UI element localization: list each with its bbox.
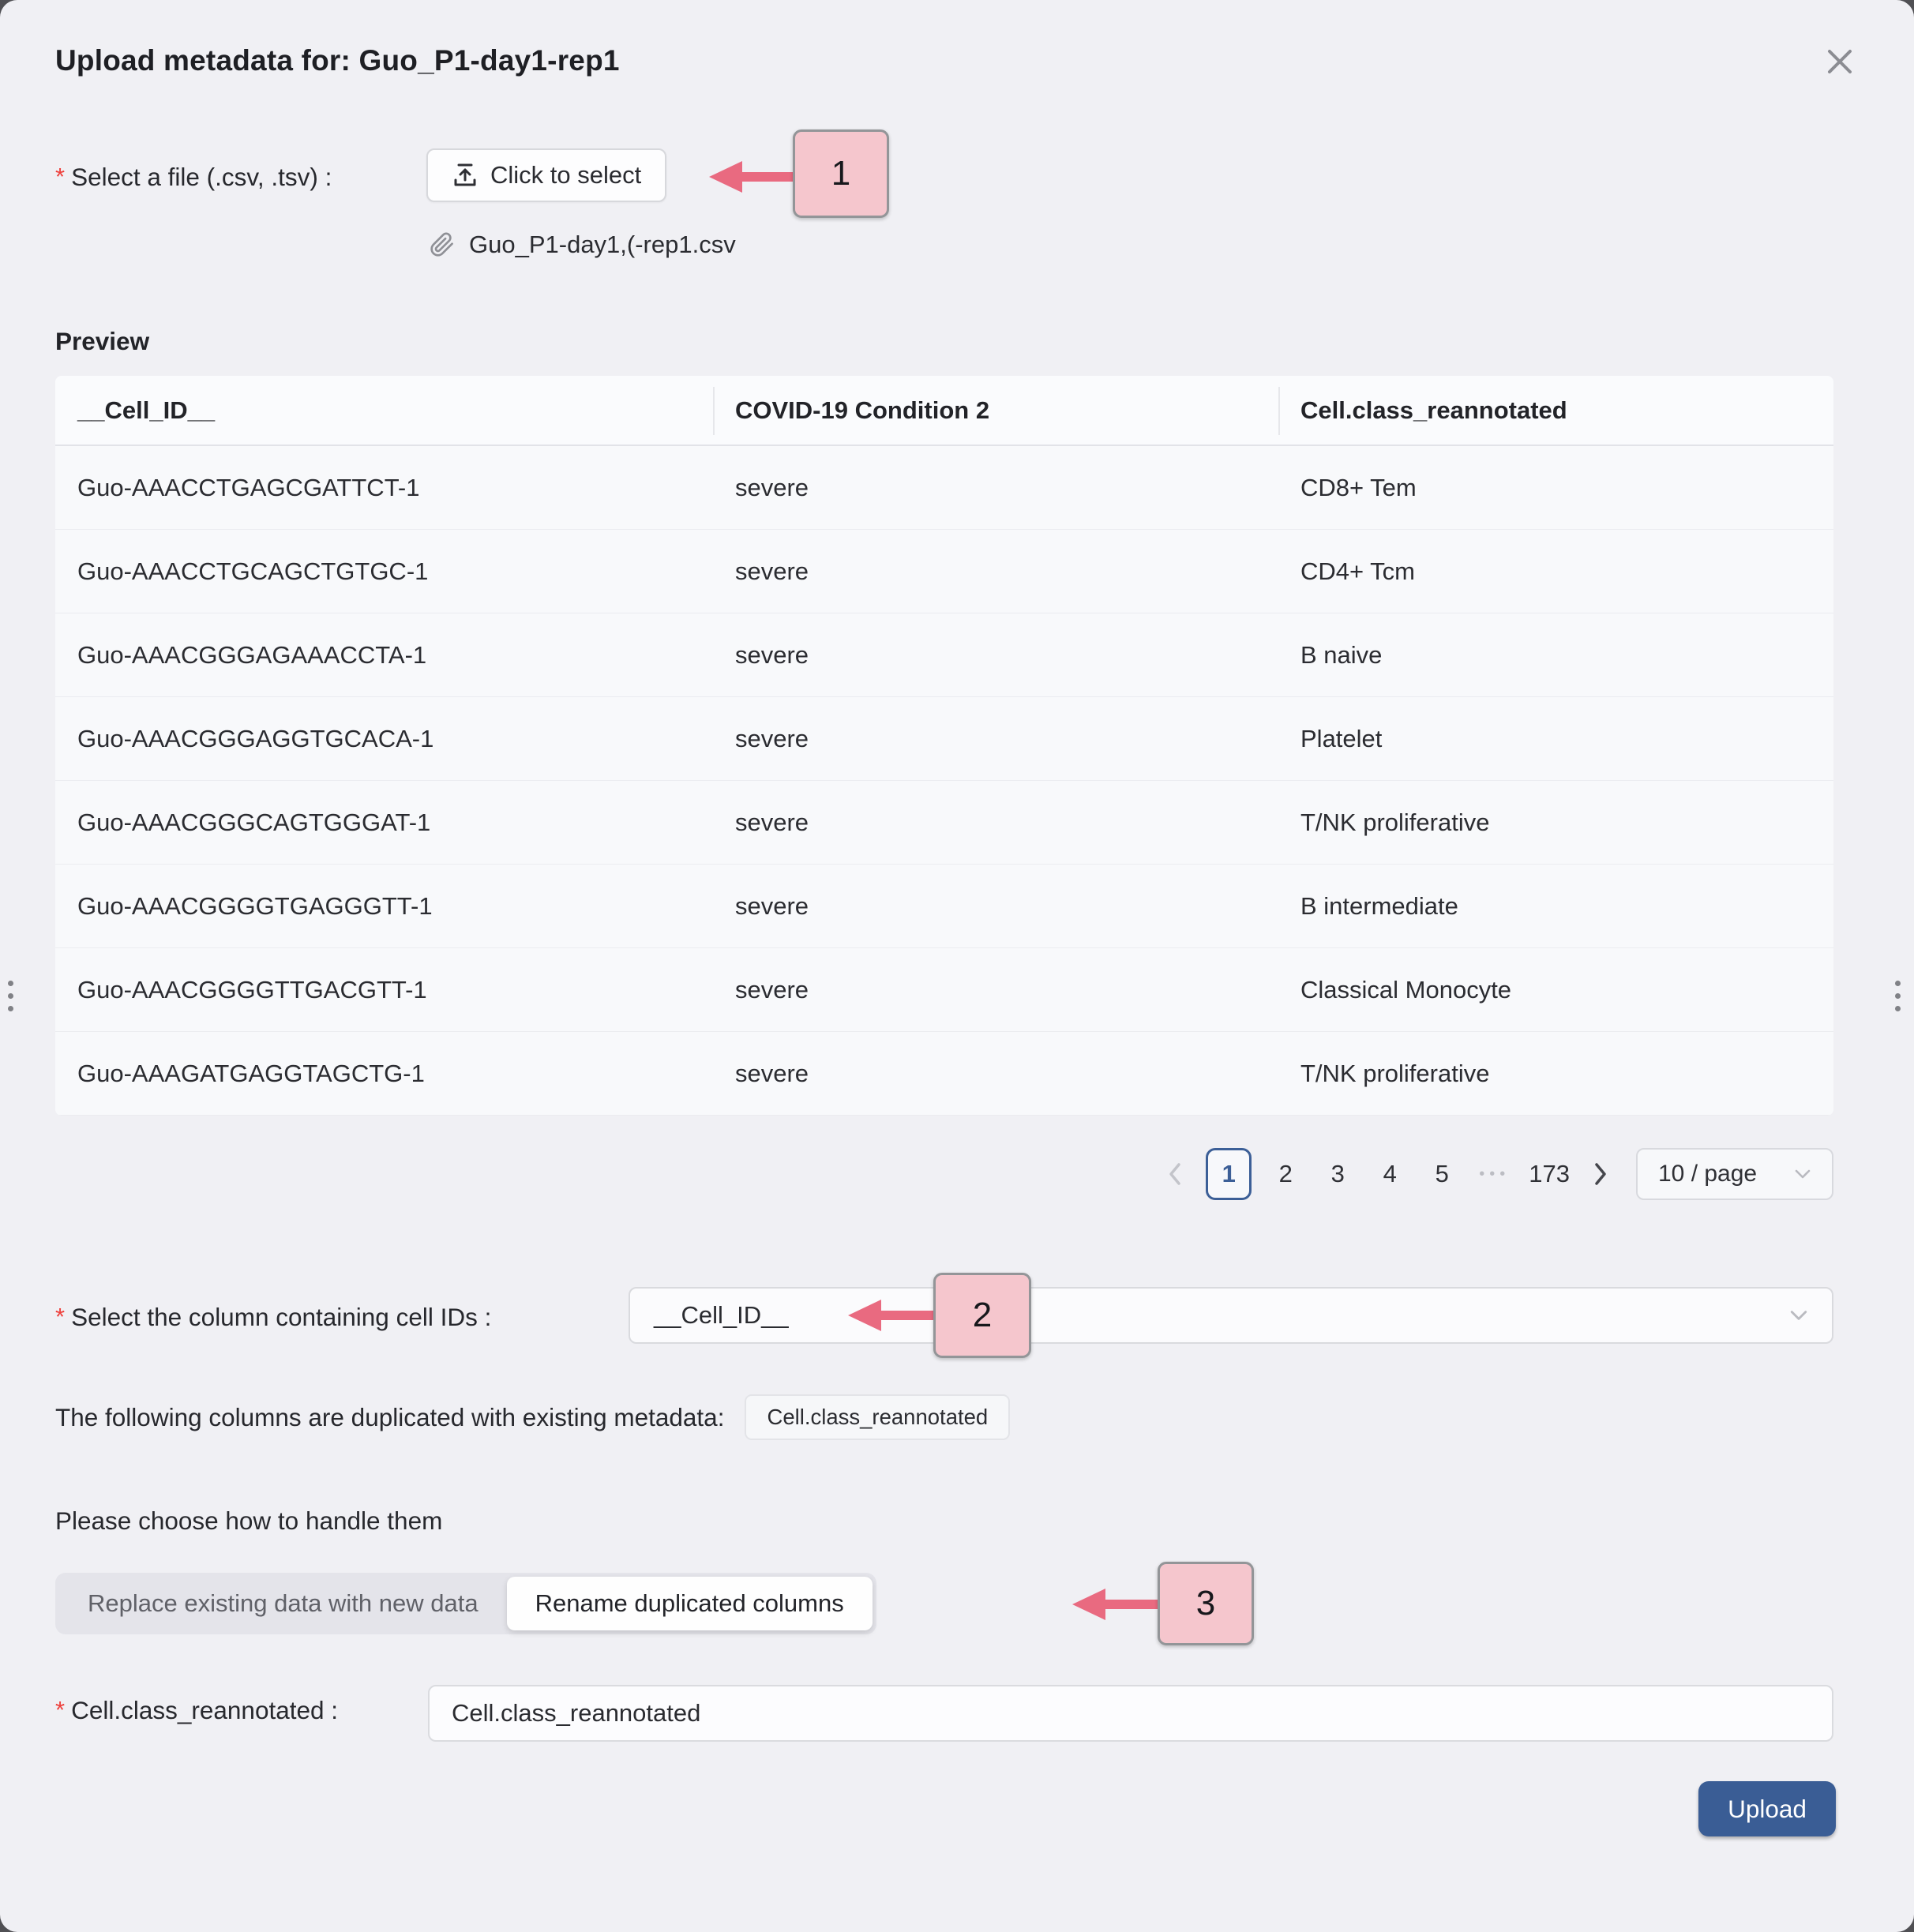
dialog-title: Upload metadata for: Guo_P1-day1-rep1: [55, 44, 620, 77]
table-row: Guo-AAAGATGAGGTAGCTG-1 severe T/NK proliferative: [55, 1032, 1833, 1116]
duplicate-notice-text: The following columns are duplicated with existing metadata:: [55, 1402, 725, 1431]
pagination: [1160, 1146, 1833, 1202]
page-button-3[interactable]: 3: [1330, 1160, 1345, 1187]
preview-heading: Preview: [55, 327, 150, 355]
annotation-badge-1: 1: [793, 129, 889, 218]
column-header-condition: COVID-19 Condition 2: [713, 376, 1278, 445]
cell-id-select-label: * Select the column containing cell IDs :: [55, 1302, 492, 1331]
page-size-value: 10 / page: [1658, 1161, 1758, 1187]
next-page-button[interactable]: [1586, 1148, 1616, 1200]
pagination-ellipsis[interactable]: •••: [1479, 1165, 1511, 1183]
right-drag-handle[interactable]: [1895, 981, 1901, 1011]
table-row: Guo-AAACGGGGTTGACGTT-1 severe Classical Monocyte: [55, 948, 1833, 1032]
previous-page-button[interactable]: [1160, 1148, 1190, 1200]
file-button-label: Click to select: [490, 161, 642, 189]
cell-id-select-value: __Cell_ID__: [654, 1301, 789, 1329]
table-row: Guo-AAACGGGAGAAACCTA-1 severe B naive: [55, 613, 1833, 697]
annotation-arrow-1: [707, 156, 799, 197]
duplicate-handling-segmented-control: [55, 1573, 876, 1634]
page-button-4[interactable]: 4: [1383, 1160, 1397, 1187]
rename-column-input[interactable]: [428, 1685, 1833, 1742]
column-header-cell-id: __Cell_ID__: [77, 396, 216, 424]
left-drag-handle[interactable]: [8, 981, 13, 1011]
upload-button[interactable]: Upload: [1698, 1781, 1836, 1836]
file-select-label: * Select a file (.csv, .tsv) :: [55, 162, 332, 191]
annotation-arrow-2: [846, 1295, 938, 1336]
upload-icon: [452, 162, 478, 189]
click-to-select-button[interactable]: [426, 148, 666, 202]
paperclip-icon: [430, 232, 455, 257]
page-button-5[interactable]: 5: [1435, 1160, 1449, 1187]
duplicate-column-tag: Cell.class_reannotated: [745, 1394, 1010, 1440]
required-asterisk: *: [55, 1303, 66, 1330]
close-button[interactable]: [1816, 38, 1863, 85]
cell-id-column-select[interactable]: [629, 1287, 1833, 1344]
chevron-right-icon: [1593, 1161, 1608, 1187]
table-row: Guo-AAACCTGCAGCTGTGC-1 severe CD4+ Tcm: [55, 530, 1833, 613]
rename-field-label: * Cell.class_reannotated :: [55, 1695, 339, 1724]
rename-column-value: Cell.class_reannotated: [452, 1699, 701, 1727]
table-row: Guo-AAACGGGAGGTGCACA-1 severe Platelet: [55, 697, 1833, 781]
handle-choice-prompt: Please choose how to handle them: [55, 1506, 443, 1535]
preview-table: [55, 376, 1833, 1116]
required-asterisk: *: [55, 163, 66, 190]
table-row: Guo-AAACCTGAGCGATTCT-1 severe CD8+ Tem: [55, 446, 1833, 530]
page-button-1[interactable]: 1: [1206, 1148, 1252, 1200]
annotation-badge-3: 3: [1158, 1562, 1254, 1645]
chevron-down-icon: [1789, 1308, 1808, 1322]
required-asterisk: *: [55, 1696, 66, 1724]
chevron-left-icon: [1167, 1161, 1183, 1187]
replace-existing-data-option[interactable]: Replace existing data with new data: [88, 1589, 478, 1617]
chevron-down-icon: [1794, 1168, 1811, 1180]
table-row: Guo-AAACGGGGTGAGGGTT-1 severe B intermediate: [55, 865, 1833, 948]
page-button-last[interactable]: 173: [1529, 1160, 1570, 1187]
rename-duplicated-columns-option[interactable]: Rename duplicated columns: [507, 1577, 873, 1630]
page-button-2[interactable]: 2: [1278, 1160, 1293, 1187]
close-icon: [1822, 43, 1858, 80]
attached-file-name: Guo_P1-day1,(-rep1.csv: [469, 231, 736, 258]
table-header-row: [55, 376, 1833, 446]
page-size-select[interactable]: [1636, 1148, 1833, 1200]
attached-file[interactable]: [430, 226, 736, 264]
table-row: Guo-AAACGGGCAGTGGGAT-1 severe T/NK proliferative: [55, 781, 1833, 865]
column-header-cell-class: Cell.class_reannotated: [1278, 376, 1833, 445]
annotation-arrow-3: [1071, 1584, 1162, 1625]
annotation-badge-2: 2: [933, 1273, 1031, 1358]
duplicate-columns-notice: [55, 1393, 1010, 1442]
